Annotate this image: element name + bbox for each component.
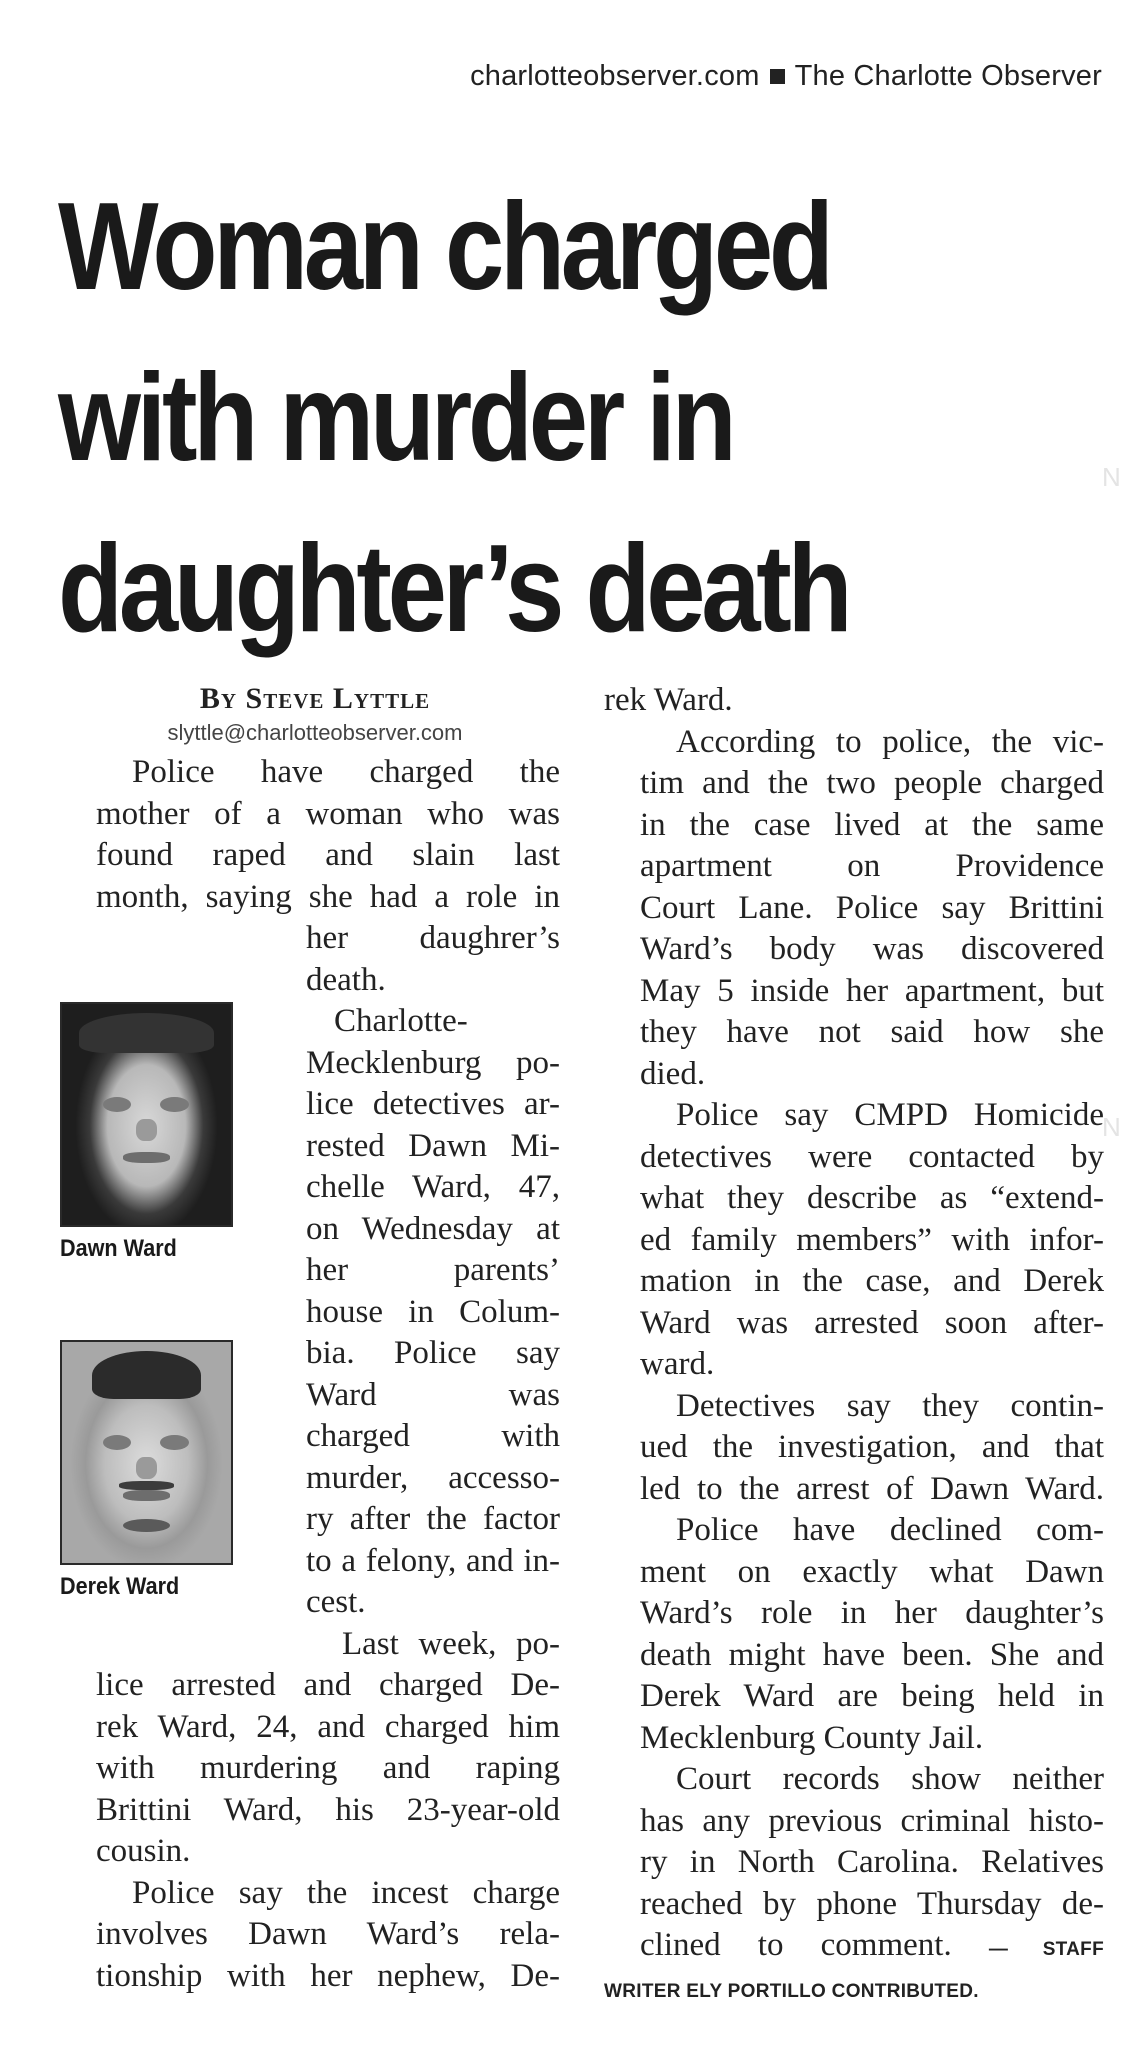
- text-line: ry in North Carolina. Relatives: [640, 1844, 1104, 1880]
- text-line: ward.: [640, 1346, 715, 1382]
- text-line: month, saying she had a role in: [96, 878, 560, 915]
- publication-name: The Charlotte Observer: [794, 60, 1102, 92]
- site-url: charlotteobserver.com: [470, 60, 760, 92]
- text-line: tionship with her nephew, De-: [96, 1957, 560, 1994]
- text-line: Court Lane. Police say Brittini: [640, 889, 1104, 926]
- paragraph-3: [60, 1624, 560, 1873]
- text-line: lice detectives ar-: [306, 1086, 560, 1122]
- text-line: has any previous criminal histo-: [640, 1802, 1104, 1839]
- photo-detail: [79, 1013, 214, 1053]
- photo-block-dawn-ward: [60, 1002, 235, 1263]
- text-line-with-credit: [604, 1925, 1104, 1971]
- text-line: apartment on Providence: [640, 848, 1104, 884]
- byline-author: By Steve Lyttle: [199, 682, 431, 715]
- text-line: mother of a woman who was: [96, 795, 560, 832]
- photo-detail: [123, 1152, 170, 1163]
- staff-credit: WRITER ELY PORTILLO CONTRIBUTED.: [604, 1980, 979, 2002]
- text-line: Police say CMPD Homicide: [676, 1097, 1104, 1133]
- masthead: [0, 60, 1102, 93]
- photo-caption: Dawn Ward: [60, 1235, 177, 1262]
- text-line: led to the arrest of Dawn Ward.: [640, 1470, 1104, 1507]
- text-line: found raped and slain last: [96, 837, 560, 873]
- text-line: died.: [640, 1055, 706, 1092]
- bleed-through-mark: N: [1102, 1112, 1121, 1142]
- text-line: Ward was arrested soon after-: [640, 1304, 1104, 1341]
- text-line: Ward was: [306, 1376, 560, 1413]
- paragraph-continued: [604, 680, 1104, 722]
- text-line: Police have declined com-: [676, 1512, 1104, 1548]
- text-line: Mecklenburg County Jail.: [640, 1719, 984, 1756]
- photo-detail: [119, 1481, 173, 1490]
- text-line: what they describe as “extend-: [640, 1180, 1104, 1216]
- text-line: with murdering and raping: [96, 1750, 560, 1786]
- article-column-right: [604, 680, 1104, 2012]
- photo-detail: [92, 1351, 200, 1400]
- paragraph-9: [604, 1759, 1104, 1971]
- headline-line-3: daughter’s death: [58, 520, 849, 658]
- text-line: reached by phone Thursday de-: [640, 1885, 1104, 1922]
- paragraph-5: [604, 722, 1104, 1096]
- text-line: Brittini Ward, his 23-year-old: [96, 1791, 560, 1828]
- text-line: Court records show neither: [676, 1761, 1104, 1797]
- headline-line-1: Woman charged: [58, 178, 830, 316]
- headline-line-2: with murder in: [58, 349, 733, 487]
- text-line: bia. Police say: [306, 1335, 560, 1371]
- text-line: Derek Ward are being held in: [640, 1678, 1104, 1714]
- text-line: cest.: [306, 1584, 366, 1620]
- byline-email: slyttle@charlotteobserver.com: [167, 720, 463, 745]
- text-line: ed family members” with infor-: [640, 1221, 1104, 1258]
- photo-detail: [103, 1435, 132, 1450]
- text-line: chelle Ward, 47,: [306, 1169, 560, 1205]
- text-line: Police have charged the: [132, 754, 560, 790]
- text-line: in the case lived at the same: [640, 806, 1104, 843]
- photo-block-derek-ward: [60, 1340, 235, 1601]
- mugshot-derek-ward: [60, 1340, 233, 1565]
- paragraph-1: [60, 752, 560, 1001]
- text-line: Police say the incest charge: [132, 1874, 560, 1911]
- photo-detail: [136, 1119, 156, 1141]
- text-line: rek Ward.: [604, 682, 733, 718]
- bleed-through-mark: N: [1102, 462, 1121, 492]
- text-line: Last week, po-: [342, 1625, 560, 1662]
- text-line: murder, accesso-: [306, 1459, 560, 1496]
- text-line: tim and the two people charged: [640, 765, 1104, 801]
- text-line: to a felony, and in-: [306, 1542, 560, 1579]
- text-line: Detectives say they contin-: [676, 1387, 1104, 1424]
- text-line: her daughrer’s: [306, 920, 560, 956]
- text-line: According to police, the vic-: [676, 723, 1104, 760]
- text-line: mation in the case, and Derek: [640, 1263, 1104, 1299]
- staff-credit-lead: — STAFF: [988, 1939, 1104, 1960]
- text-line: her parents’: [306, 1252, 560, 1288]
- headline: [58, 162, 970, 675]
- text-line: death might have been. She and: [640, 1636, 1104, 1673]
- text-line: ued the investigation, and that: [640, 1429, 1104, 1465]
- photo-caption: Derek Ward: [60, 1573, 180, 1600]
- text-line: Ward’s role in her daughter’s: [640, 1595, 1104, 1631]
- text-line: lice arrested and charged De-: [96, 1667, 560, 1703]
- text-line: Mecklenburg po-: [306, 1044, 560, 1081]
- text-line: ry after the factor: [306, 1501, 560, 1537]
- text-line: cousin.: [96, 1833, 191, 1869]
- text-line: death.: [306, 961, 386, 998]
- photo-detail: [136, 1457, 156, 1479]
- square-separator-icon: [770, 69, 785, 84]
- article-column-left: [60, 680, 560, 1997]
- text-line: detectives were contacted by: [640, 1138, 1104, 1175]
- text-line: May 5 inside her apartment, but: [640, 972, 1104, 1009]
- text-line: on Wednesday at: [306, 1210, 560, 1247]
- text-line: they have not said how she: [640, 1014, 1104, 1050]
- text-line: rested Dawn Mi-: [306, 1127, 560, 1164]
- text-line: rek Ward, 24, and charged him: [96, 1708, 560, 1745]
- photo-detail: [160, 1097, 189, 1112]
- paragraph-7: [604, 1386, 1104, 1511]
- text-line: involves Dawn Ward’s rela-: [96, 1916, 560, 1952]
- text-line: Ward’s body was discovered: [640, 931, 1104, 967]
- text-line: charged with: [306, 1418, 560, 1454]
- photo-detail: [103, 1097, 132, 1112]
- paragraph-6: [604, 1095, 1104, 1386]
- text-line: ment on exactly what Dawn: [640, 1553, 1104, 1590]
- photo-detail: [123, 1490, 170, 1501]
- paragraph-8: [604, 1510, 1104, 1759]
- text-line: Charlotte-: [334, 1003, 468, 1039]
- text-line: house in Colum-: [306, 1293, 560, 1330]
- mugshot-dawn-ward: [60, 1002, 233, 1227]
- photo-detail: [160, 1435, 189, 1450]
- text-line: clined to comment.: [640, 1927, 952, 1963]
- paragraph-4: [60, 1873, 560, 1998]
- photo-detail: [123, 1519, 170, 1532]
